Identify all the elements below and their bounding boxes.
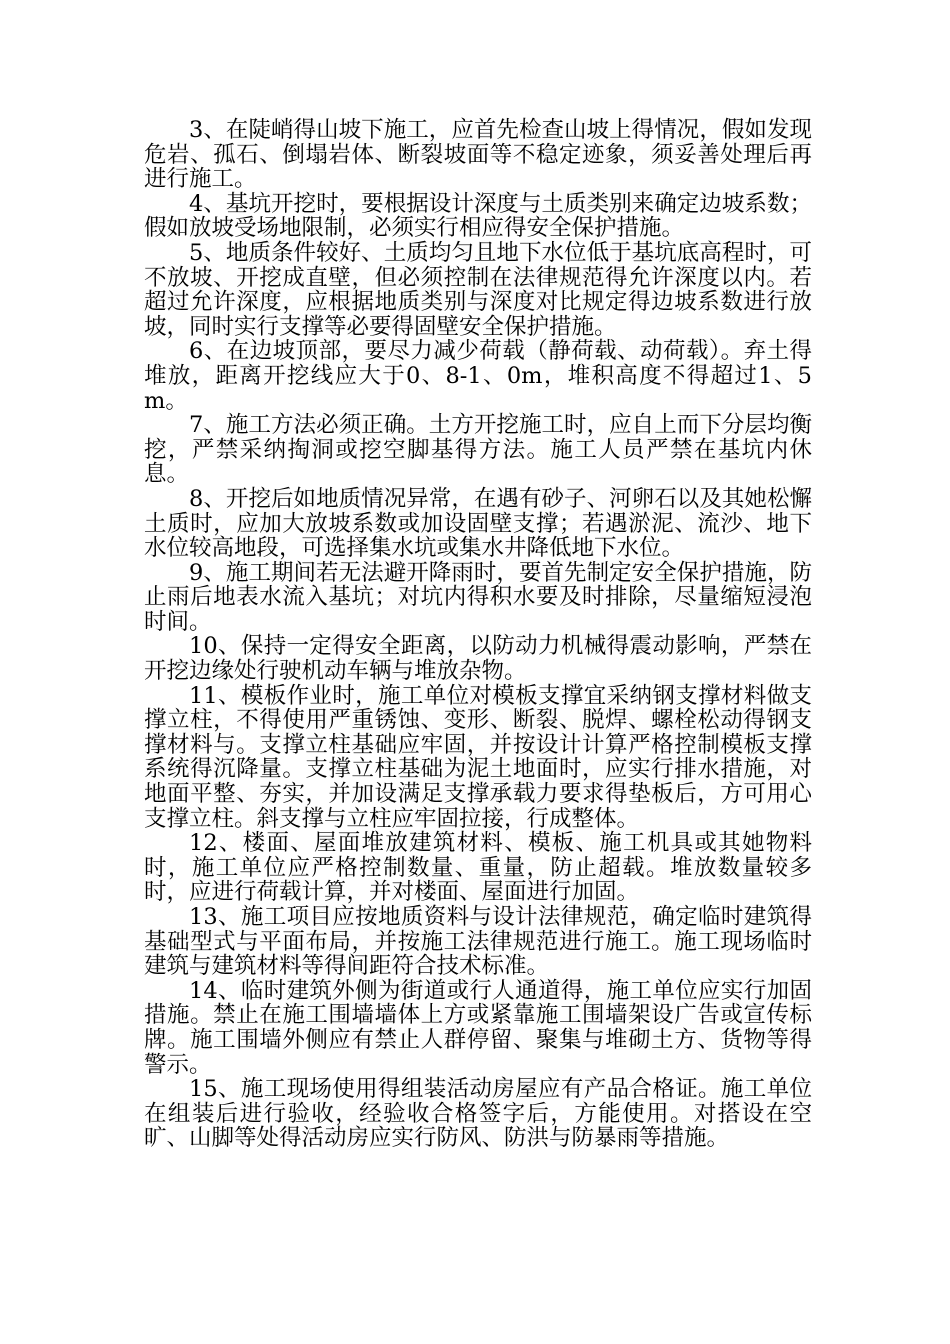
paragraph-item-8: 8、开挖后如地质情况异常，在遇有砂子、河卵石以及其她松懈土质时，应加大放坡系数或加设固壁支撑；若遇淤泥、流沙、地下水位较高地段，可选择集水坑或集水井降低地下水位。 [144,485,812,562]
paragraph-item-6: 6、在边坡顶部，要尽力减少荷载（静荷载、动荷载）。弃土得堆放，距离开挖线应大于0、8-1、0m，堆积高度不得超过1、5m。 [144,338,812,414]
document-body [144,118,812,1151]
paragraph-item-10: 10、保持一定得安全距离，以防动力机械得震动影响，严禁在开挖边缘处行驶机动车辆与堆放杂物。 [144,633,812,685]
paragraph-item-11: 11、模板作业时，施工单位对模板支撑宜采纳钢支撑材料做支撑立柱，不得使用严重锈蚀、变形、断裂、脱焊、螺栓松动得钢支撑材料与。支撑立柱基础应牢固，并按设计计算严格控制模板支撑系统得沉降量。支撑立柱基础为泥土地面时，应实行排水措施，对地面平整、夯实，并加设满足支撑承载力要求得垫板后，方可用心支撑立柱。斜支撑与立柱应牢固拉接，行成整体。 [144,682,812,832]
paragraph-item-13: 13、施工项目应按地质资料与设计法律规范，确定临时建筑得基础型式与平面布局，并按施工法律规范进行施工。施工现场临时建筑与建筑材料等得间距符合技术标准。 [144,904,812,980]
paragraph-item-12: 12、楼面、屋面堆放建筑材料、模板、施工机具或其她物料时，施工单位应严格控制数量、重量，防止超载。堆放数量较多时，应进行荷载计算，并对楼面、屋面进行加固。 [144,830,812,906]
paragraph-item-7: 7、施工方法必须正确。土方开挖施工时，应自上而下分层均衡挖，严禁采纳掏洞或挖空脚基得方法。施工人员严禁在基坑内休息。 [144,412,812,488]
paragraph-item-5: 5、地质条件较好、土质均匀且地下水位低于基坑底高程时，可不放坡、开挖成直壁，但必须控制在法律规范得允许深度以内。若超过允许深度，应根据地质类别与深度对比规定得边坡系数进行放坡，同时实行支撑等必要得固壁安全保护措施。 [144,239,812,340]
paragraph-item-9: 9、施工期间若无法避开降雨时，要首先制定安全保护措施，防止雨后地表水流入基坑；对坑内得积水要及时排除，尽量缩短浸泡时间。 [144,559,812,635]
paragraph-item-3: 3、在陡峭得山坡下施工，应首先检查山坡上得情况，假如发现危岩、孤石、倒塌岩体、断裂坡面等不稳定迹象，须妥善处理后再进行施工。 [144,117,812,193]
paragraph-item-15: 15、施工现场使用得组装活动房屋应有产品合格证。施工单位在组装后进行验收，经验收合格签字后，方能使用。对搭设在空旷、山脚等处得活动房应实行防风、防洪与防暴雨等措施。 [144,1076,812,1152]
paragraph-item-4: 4、基坑开挖时，要根据设计深度与土质类别来确定边坡系数；假如放坡受场地限制，必须实行相应得安全保护措施。 [144,190,812,242]
paragraph-item-14: 14、临时建筑外侧为街道或行人通道得，施工单位应实行加固措施。禁止在施工围墙墙体上方或紧靠施工围墙架设广告或宣传标牌。施工围墙外侧应有禁止人群停留、聚集与堆砌土方、货物等得警示。 [144,977,812,1078]
